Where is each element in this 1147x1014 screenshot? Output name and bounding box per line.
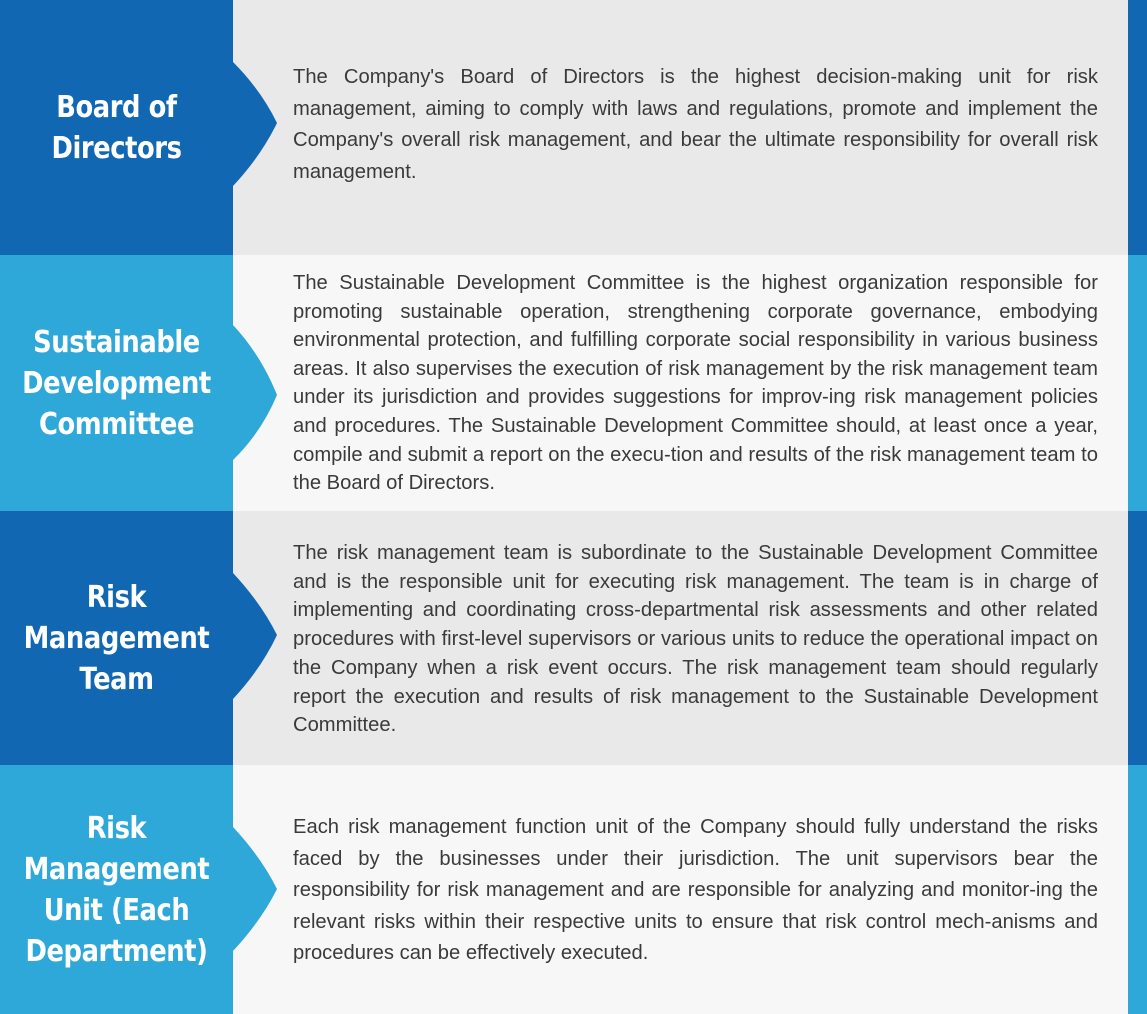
right-edge-bar [1128, 765, 1147, 1014]
chevron-arrow-icon [233, 511, 278, 765]
section-label [16, 255, 216, 511]
chevron-arrow-icon [233, 765, 278, 1014]
chevron-arrow-icon [233, 0, 278, 255]
label-line: Management [23, 620, 210, 656]
section-sustainable-development-committee [0, 255, 1147, 511]
section-risk-management-unit [0, 765, 1147, 1014]
label-line: Department) [25, 933, 208, 969]
label-line: Team [79, 661, 154, 697]
label-line: Sustainable [33, 324, 200, 360]
label-line: Directors [51, 130, 182, 166]
section-description: The risk management team is subordinate to the Sustainable Development Committee and is the responsible unit for executing risk management. The team is in charge of implementing and coordinating cross-departmental risk assessments and other related procedures with first-level supervisors or various units to reduce the operational impact on the Company when a risk event occurs. The risk management team should regularly report the execution and results of risk management to the Sustainable Development Committee. [293, 542, 1098, 737]
label-line: Development [22, 365, 211, 401]
section-description: Each risk management function unit of the Company should fully understand the risks faced by the businesses under their jurisdiction. The unit supervisors bear the responsibility for risk management and are responsible for analyzing and monitor-ing the relevant risks within their respective units to ensure that risk control mech-anisms and procedures can be effectively executed. [293, 816, 1098, 964]
label-line: Unit (Each [43, 892, 190, 928]
label-line: Committee [38, 406, 195, 442]
label-line: Management [23, 851, 210, 887]
chevron-arrow-icon [233, 255, 278, 511]
right-edge-bar [1128, 255, 1147, 511]
section-label [16, 511, 216, 765]
section-risk-management-team [0, 511, 1147, 765]
section-label [16, 765, 216, 1014]
right-edge-bar [1128, 511, 1147, 765]
section-description: The Company's Board of Directors is the highest decision-making unit for risk management, aiming to comply with laws and regulations, promote and implement the Company's overall risk management, and bear the ultimate responsibility for overall risk management. [293, 66, 1098, 183]
section-description: The Sustainable Development Committee is the highest organization responsible for promoting sustainable operation, strengthening corporate governance, embodying environmental protection, and fulfilling corporate social responsibility in various business areas. It also supervises the execution of risk management by the risk management team under its jurisdiction and provides suggestions for improv-ing risk management policies and procedures. The Sustainable Development Committee should, at least once a year, compile and submit a report on the execu-tion and results of the risk management team to the Board of Directors. [293, 272, 1098, 495]
section-board-of-directors [0, 0, 1147, 255]
right-edge-bar [1128, 0, 1147, 255]
label-line: Risk [86, 579, 147, 615]
section-label [16, 0, 216, 255]
label-line: Board of [56, 89, 177, 125]
label-line: Risk [86, 810, 147, 846]
